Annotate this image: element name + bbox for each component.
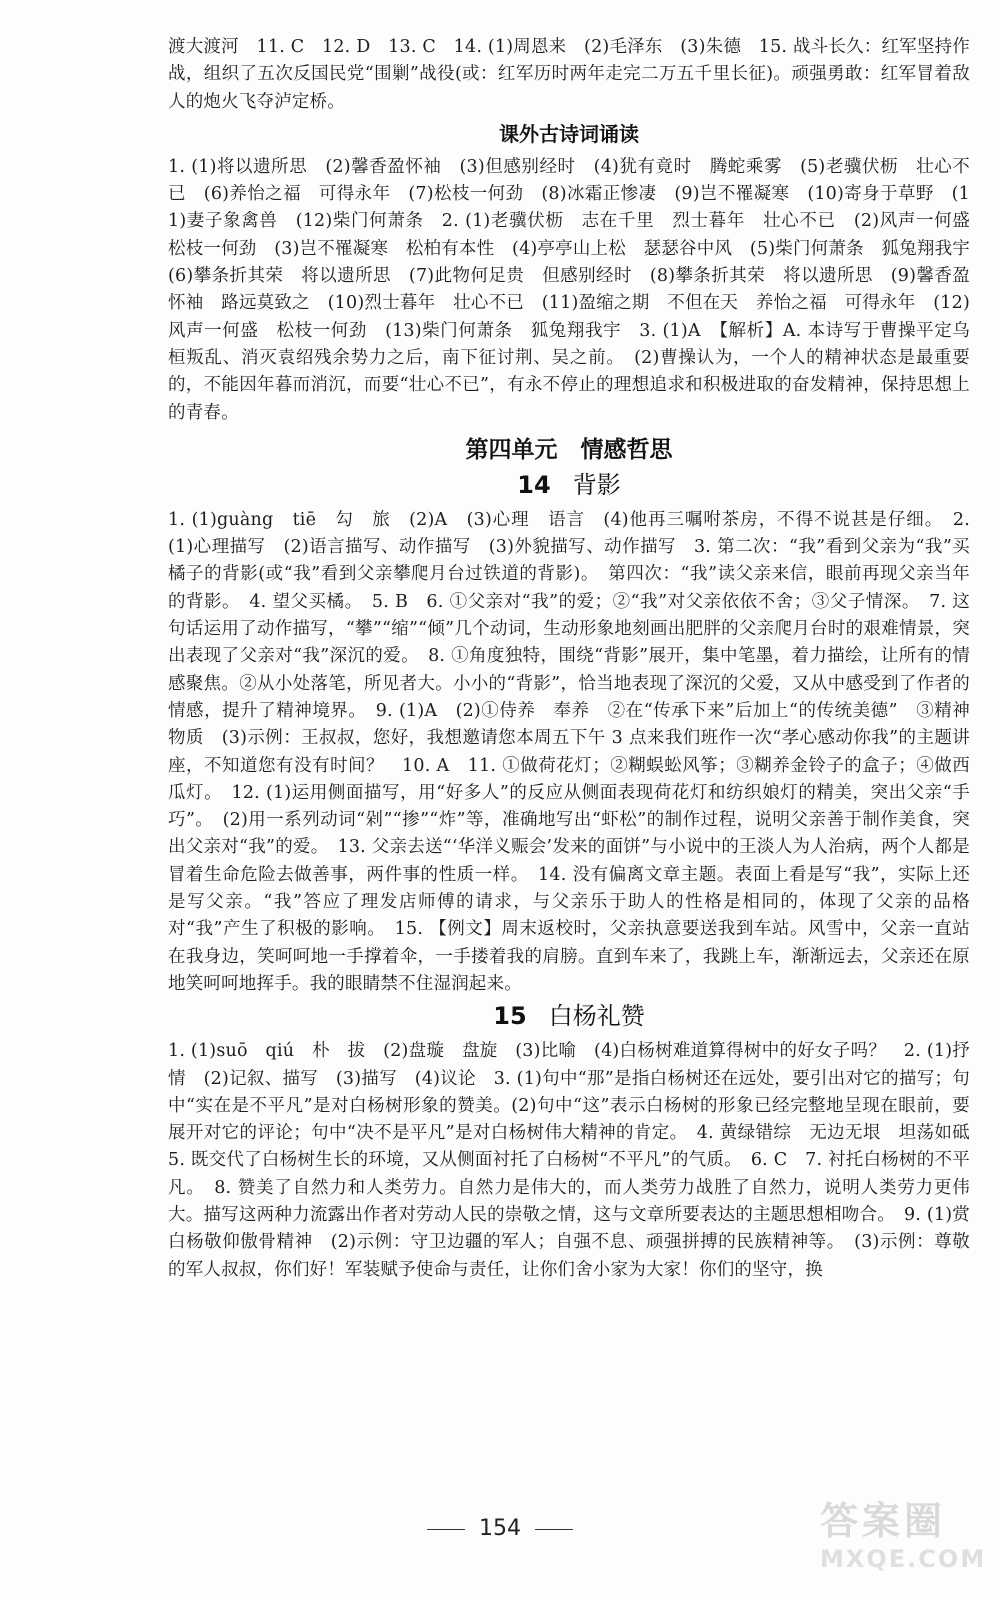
- page-number: 154: [479, 1516, 521, 1541]
- lesson-15-name: 白杨礼赞: [548, 1002, 645, 1031]
- lesson-15-answers: [168, 1038, 988, 1284]
- watermark-text-bottom: MXQE.COM: [820, 1545, 987, 1573]
- lesson-14-title: [168, 467, 970, 503]
- lesson-14-name: 背影: [572, 470, 621, 499]
- watermark-logo: [820, 1490, 990, 1590]
- intro-paragraph: 渡大渡河 11. C 12. D 13. C 14. (1)周恩来 (2)毛泽东 (3)朱德 15. 战斗长久：红军坚持作战，组织了五次反国民党“围剿”战役(或：红军历时两年走完二万五千里长征)。顽强勇敢：红军冒着敌人的炮火飞夺泸定桥。: [168, 37, 970, 112]
- lesson-14-paragraph: 1. (1)guàng tiē 勾 旅 (2)A (3)心理 语言 (4)他再三嘱咐茶房，不得不说甚是仔细。 2. (1)心理描写 (2)语言描写、动作描写 (3)外貌描写、动作描写 3. 第二次：“我”看到父亲为“我”买橘子的背影(或“我”看到父亲攀爬月台过铁道的背影)。 第四次：“我”读父亲来信，眼前再现父亲当年的背影。 4. 望父买橘。 5. B 6. ①父亲对“我”的爱；②“我”对父亲依依不舍；③父子情深。 7. 这句话运用了动作描写，“攀”“缩”“倾”几个动词，生动形象地刻画出肥胖的父亲爬月台时的艰难情景，突出表现了父亲对“我”深沉的爱。 8. ①角度独特，围绕“背影”展开，集中笔墨，着力描绘，让所有的情感聚焦。②从小处落笔，所见者大。小小的“背影”，恰当地表现了深沉的父爱，又从中感受到了作者的情感，提升了精神境界。 9. (1)A (2)①侍养 奉养 ②在“传承下来”后加上“的传统美德” ③精神 物质 (3)示例：王叔叔，您好，我想邀请您本周五下午 3 点来我们班作一次“孝心感动你我”的主题讲座，不知道您有没有时间？ 10. A 11. ①做荷花灯；②糊蜈蚣风筝；③糊养金铃子的盒子；④做西瓜灯。 12. (1)运用侧面描写，用“好多人”的反应从侧面表现荷花灯和纺织娘灯的精美，突出父亲“手巧”。 (2)用一系列动词“剁”“掺”“炸”等，准确地写出“虾松”的制作过程，说明父亲善于制作美食，突出父亲对“我”的爱。 13. 父亲去送“‘华洋义赈会’发来的面饼”与小说中的王淡人为人治病，两个人都是冒着生命危险去做善事，两件事的性质一样。 14. 没有偏离文章主题。表面上看是写“我”，实际上还是写父亲。“我”答应了理发店师傅的请求，与父亲乐于助人的性格是相同的，体现了父亲的品格对“我”产生了积极的影响。 15. 【例文】周末返校时，父亲执意要送我到车站。风雪中，父亲一直站在我身边，笑呵呵地一手撑着伞，一手搂着我的肩膀。直到车来了，我跳上车，渐渐远去，父亲还在原地笑呵呵地挥手。我的眼睛禁不住湿润起来。: [168, 509, 988, 994]
- poetry-paragraph: 1. (1)将以遗所思 (2)馨香盈怀袖 (3)但感别经时 (4)犹有竟时 腾蛇乘雾 (5)老骥伏枥 壮心不已 (6)养怡之福 可得永年 (7)松枝一何劲 (8)冰霜正惨凄 (9)岂不罹凝寒 (10)寄身于草野 (11)妻子象禽兽 (12)柴门何萧条 2. (1)老骥伏枥 志在千里 烈士暮年 壮心不已 (2)风声一何盛 松枝一何劲 (3)岂不罹凝寒 松柏有本性 (4)亭亭山上松 瑟瑟谷中风 (5)柴门何萧条 狐兔翔我宇 (6)攀条折其荣 将以遗所思 (7)此物何足贵 但感别经时 (8)攀条折其荣 将以遗所思 (9)馨香盈怀袖 路远莫致之 (10)烈士暮年 壮心不已 (11)盈缩之期 不但在天 养怡之福 可得永年 (12)风声一何盛 松枝一何劲 (13)柴门何萧条 狐兔翔我宇 3. (1)A 【解析】A. 本诗写于曹操平定乌桓叛乱、消灭袁绍残余势力之后，南下征讨荆、吴之前。 (2)曹操认为，一个人的精神状态是最重要的，不能因年暮而消沉，而要“壮心不已”，有永不停止的理想追求和积极进取的奋发精神，保持思想上的青春。: [168, 156, 988, 423]
- footer-dash-left: [427, 1529, 465, 1530]
- lesson-14-answers: [168, 507, 988, 998]
- footer-dash-right: [535, 1529, 573, 1530]
- lesson-15-title: [168, 998, 970, 1034]
- lesson-15-paragraph: 1. (1)suō qiú 朴 拔 (2)盘璇 盘旋 (3)比喻 (4)白杨树难道算得树中的好女子吗？ 2. (1)抒情 (2)记叙、描写 (3)描写 (4)议论 3. (1)句中“那”是指白杨树还在远处，要引出对它的描写；句中“实在是不平凡”是对白杨树形象的赞美。(2)句中“这”表示白杨树的形象已经完整地呈现在眼前，要展开对它的评论；句中“决不是平凡”是对白杨树伟大精神的肯定。 4. 黄绿错综 无边无垠 坦荡如砥 5. 既交代了白杨树生长的环境，又从侧面衬托了白杨树“不平凡”的气质。 6. C 7. 衬托白杨树的不平凡。 8. 赞美了自然力和人类劳力。自然力是伟大的，而人类劳力战胜了自然力，说明人类劳力更伟大。描写这两种力流露出作者对劳动人民的崇敬之情，这与文章所要表达的主题思想相吻合。 9. (1)赏白杨敬仰傲骨精神 (2)示例：守卫边疆的军人；自强不息、顽强拼搏的民族精神等。 (3)示例：尊敬的军人叔叔，你们好！军装赋予使命与责任，让你们舍小家为大家！你们的坚守，换: [168, 1041, 988, 1280]
- watermark-text-top: 答案圈: [820, 1499, 947, 1543]
- lesson-15-number: 15: [493, 1002, 527, 1031]
- poetry-answers: [168, 154, 988, 427]
- unit-title: 第四单元 情感哲思: [465, 436, 673, 463]
- lesson-14-number: 14: [517, 470, 551, 499]
- section-title-poetry: 课外古诗词诵读: [499, 121, 639, 146]
- intro-block: [168, 34, 970, 116]
